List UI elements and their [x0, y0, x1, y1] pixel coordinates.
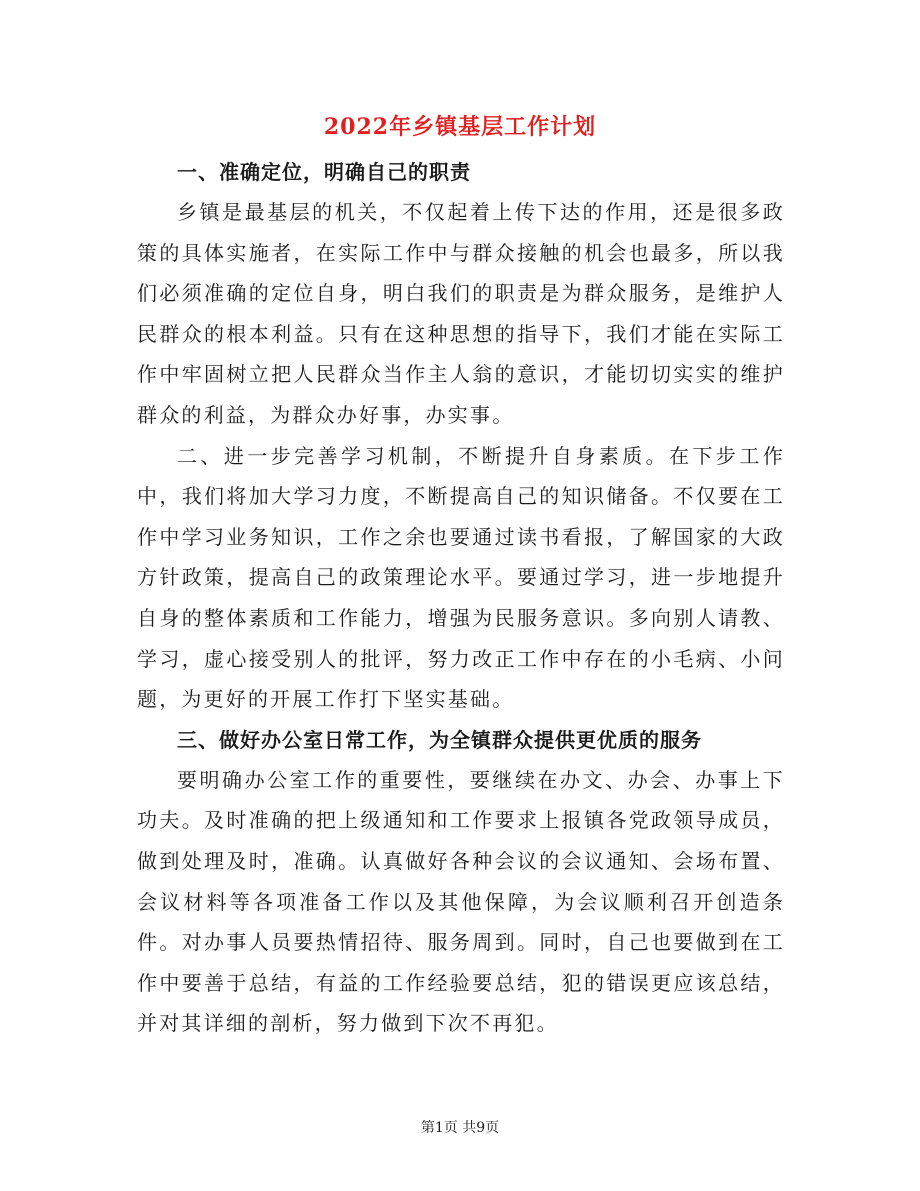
- section-3-heading: 三、做好办公室日常工作，为全镇群众提供更优质的服务: [177, 727, 702, 752]
- page-number-footer: 第1页 共9页: [420, 1120, 500, 1136]
- section-2-paragraph: 二、进一步完善学习机制，不断提升自身素质。在下步工作中，我们将加大学习力度，不断提高自己的知识储备。不仅要在工作中学习业务知识，工作之余也要通过读书看报，了解国家的大政方针政策，提高自己的政策理论水平。要通过学习，进一步地提升自身的整体素质和工作能力，增强为民服务意识。多向别人请教、学习，虚心接受别人的批评，努力改正工作中存在的小毛病、小问题，为更好的开展工作打下坚实基础。: [137, 443, 785, 712]
- section-3-paragraph: 要明确办公室工作的重要性，要继续在办文、办会、办事上下功夫。及时准确的把上级通知和工作要求上报镇各党政领导成员，做到处理及时，准确。认真做好各种会议的会议通知、会场布置、会议材料等各项准备工作以及其他保障，为会议顺利召开创造条件。对办事人员要热情招待、服务周到。同时，自己也要做到在工作中要善于总结，有益的工作经验要总结，犯的错误更应该总结，并对其详细的剖析，努力做到下次不再犯。: [137, 767, 785, 1036]
- section-1-heading: 一、准确定位，明确自己的职责: [177, 160, 471, 184]
- document-title: 2022年乡镇基层工作计划: [323, 114, 597, 140]
- section-1-paragraph: 乡镇是最基层的机关，不仅起着上传下达的作用，还是很多政策的具体实施者，在实际工作中与群众接触的机会也最多，所以我们必须准确的定位自身，明白我们的职责是为群众服务，是维护人民群众的根本利益。只有在这种思想的指导下，我们才能在实际工作中牢固树立把人民群众当作主人翁的意识，才能切切实实的维护群众的利益，为群众办好事，办实事。: [137, 200, 785, 427]
- document-body: [137, 152, 785, 1044]
